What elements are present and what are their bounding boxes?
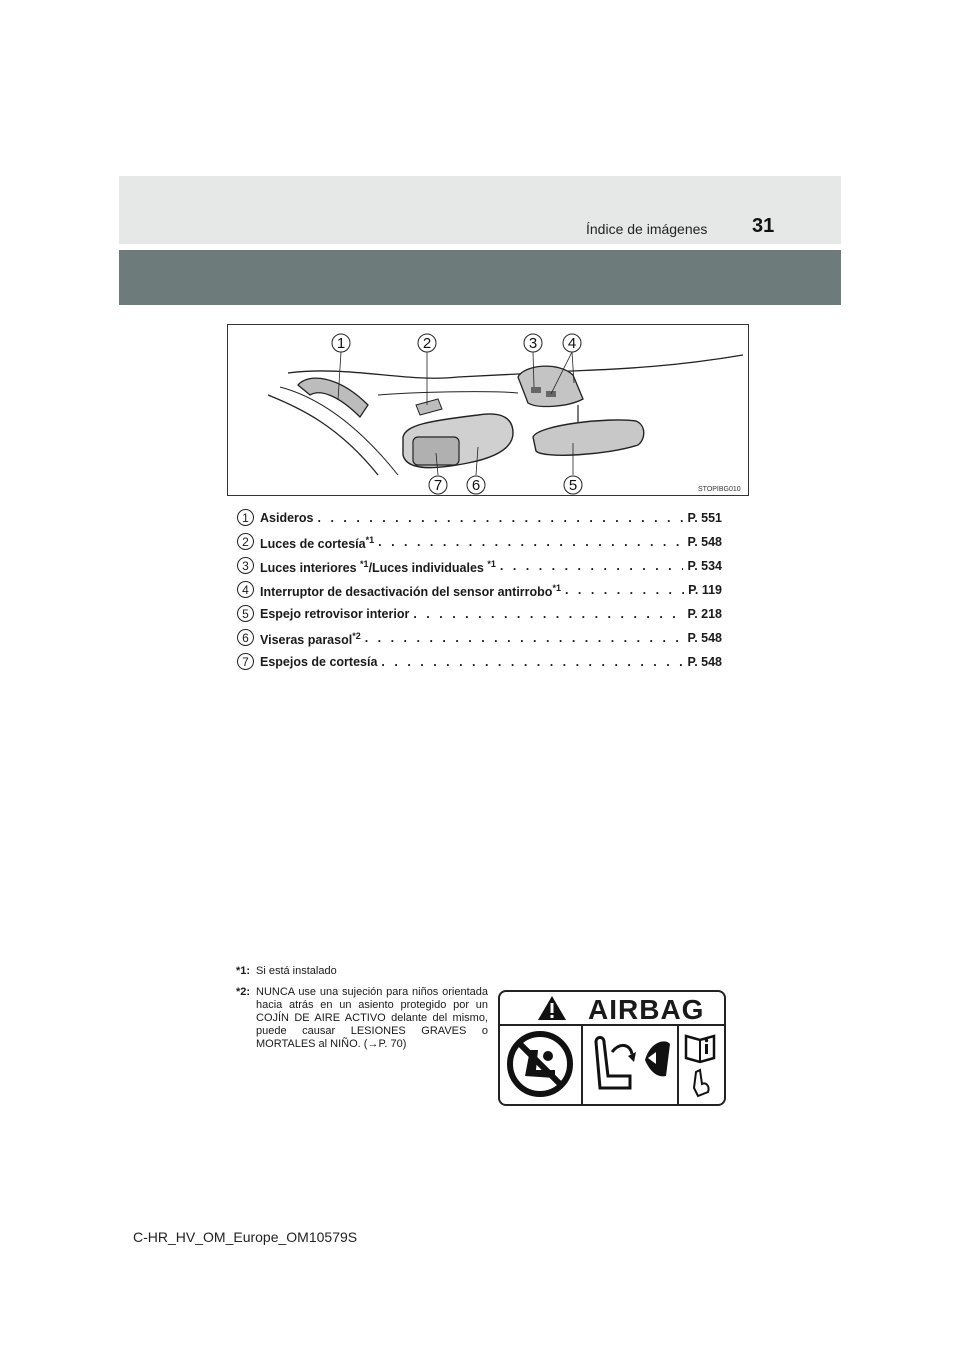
airbag-title: AIRBAG [588, 994, 705, 1025]
section-title: Índice de imágenes [586, 221, 708, 237]
footnote-text: NUNCA use una sujeción para niños orientada hacia atrás en un asiento protegido por un COJÍN DE AIRE ACTIVO delante del mismo, puede causar LESIONES GRAVES o MORTALES al NIÑO. (→P. 70) [256, 986, 488, 1050]
callout-4: 4 [567, 335, 577, 352]
airbag-title-area [500, 992, 724, 1024]
index-label: Espejos de cortesía [260, 655, 378, 669]
callout-3: 3 [528, 335, 538, 352]
no-child-seat-icon [510, 1034, 570, 1094]
index-number: 1 [237, 509, 254, 526]
index-number: 3 [237, 557, 254, 574]
footnote-mark: *1: [236, 965, 251, 977]
page-number: 31 [752, 215, 775, 237]
index-number: 5 [237, 605, 254, 622]
seat-airbag-icon [596, 1038, 670, 1089]
index-row [237, 629, 727, 653]
overhead-illustration [227, 324, 749, 496]
index-label: Luces interiores $^{*1}$/Luces individuales $^{*1}$ [260, 559, 496, 576]
header-band [119, 176, 841, 244]
index-number: 6 [237, 629, 254, 646]
index-label: Interruptor de desactivación del sensor antirrobo$^{*1}$ [260, 583, 561, 600]
index-row [237, 653, 727, 677]
leader-dots [413, 607, 683, 621]
leader-dots [365, 631, 684, 647]
page-reference: P. 548 [687, 535, 722, 549]
callout-6: 6 [471, 477, 481, 494]
leader-dots [565, 583, 684, 599]
callout-2: 2 [422, 335, 432, 352]
index-row [237, 605, 727, 629]
index-list [237, 509, 727, 677]
page-reference: P. 551 [687, 511, 722, 525]
leader-dots [378, 535, 683, 551]
index-row [237, 509, 727, 533]
document-code: C-HR_HV_OM_Europe_OM10579S [133, 1229, 358, 1245]
page-reference: P. 119 [688, 583, 722, 597]
header-dark-band [119, 250, 841, 305]
index-row [237, 557, 727, 581]
callout-7: 7 [433, 477, 443, 494]
read-manual-icon [686, 1036, 714, 1096]
callout-1: 1 [336, 335, 346, 352]
leader-dots [318, 511, 684, 525]
footnote-mark: *2: [236, 986, 251, 998]
overhead-drawing [228, 325, 748, 495]
index-number: 7 [237, 653, 254, 670]
callout-5: 5 [568, 477, 578, 494]
leader-dots [381, 655, 683, 669]
index-label: Espejo retrovisor interior [260, 607, 410, 621]
page-reference: P. 548 [687, 655, 722, 669]
page-reference: P. 218 [687, 607, 722, 621]
index-row [237, 581, 727, 605]
index-label: Asideros [260, 511, 314, 525]
index-label: Luces de cortesía$^{*1}$ [260, 535, 375, 552]
index-number: 2 [237, 533, 254, 550]
airbag-warning-label [498, 990, 726, 1106]
figure-code: STOPIBG010 [698, 486, 741, 493]
footnote-text: Si está instalado [256, 965, 337, 977]
index-number: 4 [237, 581, 254, 598]
index-row [237, 533, 727, 557]
footnote-2 [236, 986, 488, 1051]
footnote-1 [236, 965, 337, 978]
page-reference: P. 534 [687, 559, 722, 573]
page-reference: P. 548 [687, 631, 722, 645]
index-label: Viseras parasol$^{*2}$ [260, 631, 361, 648]
leader-dots [500, 559, 684, 575]
